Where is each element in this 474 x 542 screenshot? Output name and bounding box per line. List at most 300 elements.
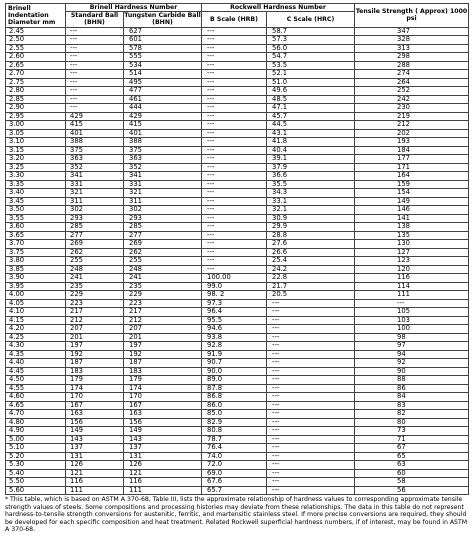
- cell-diameter: 3.60: [6, 223, 66, 232]
- cell-tungsten-ball: 183: [124, 367, 202, 376]
- cell-tungsten-ball: 461: [124, 95, 202, 104]
- cell-c-scale: ---: [267, 384, 355, 393]
- cell-c-scale: 25.4: [267, 257, 355, 266]
- table-row: [6, 469, 469, 478]
- cell-standard-ball: 363: [66, 155, 124, 164]
- cell-tensile: 149: [355, 197, 469, 206]
- cell-tensile: 116: [355, 274, 469, 283]
- cell-tungsten-ball: 163: [124, 410, 202, 419]
- header-tensile-strength: Tensile Strength ( Approx) 1000 psi: [355, 4, 469, 28]
- cell-diameter: 5.30: [6, 461, 66, 470]
- cell-c-scale: 52.1: [267, 70, 355, 79]
- cell-b-scale: ---: [202, 231, 267, 240]
- cell-standard-ball: ---: [66, 104, 124, 113]
- cell-tungsten-ball: 192: [124, 350, 202, 359]
- cell-diameter: 3.35: [6, 180, 66, 189]
- cell-diameter: 3.95: [6, 282, 66, 291]
- cell-tensile: 164: [355, 172, 469, 181]
- cell-tensile: 86: [355, 384, 469, 393]
- cell-tensile: 67: [355, 444, 469, 453]
- table-row: [6, 129, 469, 138]
- cell-tungsten-ball: 363: [124, 155, 202, 164]
- cell-tungsten-ball: 156: [124, 418, 202, 427]
- cell-standard-ball: ---: [66, 70, 124, 79]
- cell-tensile: 114: [355, 282, 469, 291]
- header-brinell-hardness-group: Brinell Hardness Number: [66, 4, 202, 12]
- cell-tensile: 90: [355, 367, 469, 376]
- cell-c-scale: 54.7: [267, 53, 355, 62]
- table-row: [6, 61, 469, 70]
- header-rockwell-hardness-group: Rockwell Hardness Number: [202, 4, 355, 12]
- cell-c-scale: 36.6: [267, 172, 355, 181]
- cell-standard-ball: 255: [66, 257, 124, 266]
- cell-diameter: 4.60: [6, 393, 66, 402]
- cell-c-scale: ---: [267, 393, 355, 402]
- cell-tensile: 159: [355, 180, 469, 189]
- cell-diameter: 4.05: [6, 299, 66, 308]
- cell-standard-ball: 375: [66, 146, 124, 155]
- cell-c-scale: ---: [267, 410, 355, 419]
- cell-diameter: 2.60: [6, 53, 66, 62]
- cell-b-scale: ---: [202, 44, 267, 53]
- cell-standard-ball: 192: [66, 350, 124, 359]
- table-row: [6, 452, 469, 461]
- cell-b-scale: 91.9: [202, 350, 267, 359]
- cell-standard-ball: 149: [66, 427, 124, 436]
- cell-tungsten-ball: 187: [124, 359, 202, 368]
- cell-c-scale: ---: [267, 299, 355, 308]
- table-row: [6, 461, 469, 470]
- table-row: [6, 393, 469, 402]
- cell-diameter: 3.40: [6, 189, 66, 198]
- cell-c-scale: 39.1: [267, 155, 355, 164]
- cell-b-scale: 90.7: [202, 359, 267, 368]
- cell-diameter: 2.50: [6, 36, 66, 45]
- cell-diameter: 5.40: [6, 469, 66, 478]
- cell-c-scale: 30.9: [267, 214, 355, 223]
- cell-tungsten-ball: 627: [124, 27, 202, 36]
- cell-b-scale: ---: [202, 146, 267, 155]
- cell-diameter: 3.70: [6, 240, 66, 249]
- cell-diameter: 4.25: [6, 333, 66, 342]
- cell-diameter: 4.65: [6, 401, 66, 410]
- cell-diameter: 2.75: [6, 78, 66, 87]
- cell-tungsten-ball: 121: [124, 469, 202, 478]
- cell-diameter: 2.95: [6, 112, 66, 121]
- cell-c-scale: 48.5: [267, 95, 355, 104]
- header-standard-ball: Standard Ball (BHN): [66, 12, 124, 27]
- cell-c-scale: ---: [267, 478, 355, 487]
- cell-tungsten-ball: 578: [124, 44, 202, 53]
- table-row: [6, 486, 469, 495]
- cell-standard-ball: 143: [66, 435, 124, 444]
- header-b-scale: B Scale (HRB): [202, 12, 267, 27]
- cell-c-scale: ---: [267, 418, 355, 427]
- cell-tungsten-ball: 170: [124, 393, 202, 402]
- cell-tensile: 63: [355, 461, 469, 470]
- cell-b-scale: ---: [202, 78, 267, 87]
- cell-standard-ball: 388: [66, 138, 124, 147]
- cell-tensile: 328: [355, 36, 469, 45]
- table-row: [6, 53, 469, 62]
- cell-diameter: 2.70: [6, 70, 66, 79]
- cell-c-scale: ---: [267, 461, 355, 470]
- cell-b-scale: ---: [202, 138, 267, 147]
- cell-b-scale: 72.0: [202, 461, 267, 470]
- cell-tungsten-ball: 223: [124, 299, 202, 308]
- cell-diameter: 4.20: [6, 325, 66, 334]
- cell-standard-ball: 201: [66, 333, 124, 342]
- table-row: [6, 231, 469, 240]
- cell-standard-ball: 352: [66, 163, 124, 172]
- cell-tungsten-ball: 311: [124, 197, 202, 206]
- cell-tensile: 202: [355, 129, 469, 138]
- cell-c-scale: ---: [267, 452, 355, 461]
- cell-standard-ball: 187: [66, 359, 124, 368]
- cell-diameter: 3.05: [6, 129, 66, 138]
- table-row: [6, 44, 469, 53]
- cell-standard-ball: 321: [66, 189, 124, 198]
- cell-standard-ball: 223: [66, 299, 124, 308]
- cell-standard-ball: 229: [66, 291, 124, 300]
- table-row: [6, 384, 469, 393]
- cell-standard-ball: 174: [66, 384, 124, 393]
- cell-tensile: 84: [355, 393, 469, 402]
- cell-b-scale: ---: [202, 257, 267, 266]
- cell-c-scale: ---: [267, 333, 355, 342]
- cell-b-scale: ---: [202, 172, 267, 181]
- cell-b-scale: ---: [202, 70, 267, 79]
- cell-tungsten-ball: 131: [124, 452, 202, 461]
- cell-tensile: 83: [355, 401, 469, 410]
- cell-c-scale: 27.6: [267, 240, 355, 249]
- cell-tungsten-ball: 255: [124, 257, 202, 266]
- cell-tungsten-ball: 201: [124, 333, 202, 342]
- cell-tungsten-ball: 293: [124, 214, 202, 223]
- cell-diameter: 4.80: [6, 418, 66, 427]
- cell-diameter: 3.75: [6, 248, 66, 257]
- cell-tensile: 313: [355, 44, 469, 53]
- cell-standard-ball: ---: [66, 95, 124, 104]
- cell-tungsten-ball: 137: [124, 444, 202, 453]
- cell-standard-ball: 269: [66, 240, 124, 249]
- cell-standard-ball: 331: [66, 180, 124, 189]
- cell-c-scale: ---: [267, 376, 355, 385]
- table-row: [6, 359, 469, 368]
- cell-tensile: 111: [355, 291, 469, 300]
- footnote: * This table, which is based on ASTM A 370-68, Table III, lists the approximate relationship of hardness values to corresponding approximate tensile strength values of steels. Some compositions and processing histories may deviate from these relationships. The data in this table do not represent hardness-to-tensile strength conversions for austenitic, ferritic, and martensitic stainless steel. If more precise conversions are required, they should be developed for each specific composition and heat treatment. Related Rockwell superficial hardness numbers, if of interest, may be found in ASTM A 370-68.: [5, 496, 468, 534]
- cell-tungsten-ball: 149: [124, 427, 202, 436]
- cell-diameter: 2.45: [6, 27, 66, 36]
- cell-diameter: 2.90: [6, 104, 66, 113]
- cell-c-scale: 56.0: [267, 44, 355, 53]
- cell-tungsten-ball: 388: [124, 138, 202, 147]
- table-row: [6, 87, 469, 96]
- cell-standard-ball: 248: [66, 265, 124, 274]
- cell-tungsten-ball: 415: [124, 121, 202, 130]
- cell-tensile: 288: [355, 61, 469, 70]
- cell-c-scale: 40.4: [267, 146, 355, 155]
- cell-c-scale: 49.6: [267, 87, 355, 96]
- cell-c-scale: 26.6: [267, 248, 355, 257]
- cell-diameter: 2.65: [6, 61, 66, 70]
- cell-tensile: 135: [355, 231, 469, 240]
- cell-b-scale: 69.0: [202, 469, 267, 478]
- cell-tensile: ---: [355, 299, 469, 308]
- cell-standard-ball: 116: [66, 478, 124, 487]
- cell-tungsten-ball: 207: [124, 325, 202, 334]
- cell-c-scale: 58.7: [267, 27, 355, 36]
- cell-b-scale: ---: [202, 53, 267, 62]
- cell-tensile: 97: [355, 342, 469, 351]
- cell-b-scale: ---: [202, 112, 267, 121]
- table-row: [6, 257, 469, 266]
- cell-b-scale: ---: [202, 180, 267, 189]
- cell-standard-ball: 212: [66, 316, 124, 325]
- cell-tungsten-ball: 212: [124, 316, 202, 325]
- cell-tensile: 212: [355, 121, 469, 130]
- cell-standard-ball: 429: [66, 112, 124, 121]
- cell-b-scale: ---: [202, 223, 267, 232]
- cell-b-scale: ---: [202, 214, 267, 223]
- cell-diameter: 3.90: [6, 274, 66, 283]
- table-row: [6, 214, 469, 223]
- document: [5, 3, 468, 534]
- cell-diameter: 4.00: [6, 291, 66, 300]
- cell-tensile: 264: [355, 78, 469, 87]
- cell-tensile: 141: [355, 214, 469, 223]
- cell-b-scale: ---: [202, 240, 267, 249]
- cell-c-scale: 43.1: [267, 129, 355, 138]
- cell-b-scale: ---: [202, 36, 267, 45]
- table-row: [6, 248, 469, 257]
- table-row: [6, 274, 469, 283]
- cell-c-scale: ---: [267, 469, 355, 478]
- cell-b-scale: ---: [202, 197, 267, 206]
- cell-tensile: 347: [355, 27, 469, 36]
- cell-standard-ball: 262: [66, 248, 124, 257]
- cell-standard-ball: 302: [66, 206, 124, 215]
- cell-tungsten-ball: 601: [124, 36, 202, 45]
- cell-b-scale: 86.8: [202, 393, 267, 402]
- cell-c-scale: ---: [267, 342, 355, 351]
- cell-tensile: 298: [355, 53, 469, 62]
- cell-tensile: 80: [355, 418, 469, 427]
- table-row: [6, 401, 469, 410]
- header-c-scale: C Scale (HRC): [267, 12, 355, 27]
- table-row: [6, 325, 469, 334]
- cell-tensile: 94: [355, 350, 469, 359]
- cell-b-scale: 96.4: [202, 308, 267, 317]
- cell-b-scale: 93.8: [202, 333, 267, 342]
- table-row: [6, 427, 469, 436]
- cell-diameter: 3.20: [6, 155, 66, 164]
- table-row: [6, 138, 469, 147]
- cell-b-scale: 80.8: [202, 427, 267, 436]
- cell-c-scale: ---: [267, 359, 355, 368]
- cell-b-scale: ---: [202, 248, 267, 257]
- cell-b-scale: 100.00: [202, 274, 267, 283]
- cell-c-scale: ---: [267, 444, 355, 453]
- cell-b-scale: 90.0: [202, 367, 267, 376]
- cell-tungsten-ball: 321: [124, 189, 202, 198]
- cell-tensile: 123: [355, 257, 469, 266]
- cell-tungsten-ball: 375: [124, 146, 202, 155]
- cell-tensile: 60: [355, 469, 469, 478]
- cell-c-scale: 53.5: [267, 61, 355, 70]
- cell-b-scale: 74.0: [202, 452, 267, 461]
- cell-diameter: 3.50: [6, 206, 66, 215]
- cell-b-scale: ---: [202, 206, 267, 215]
- cell-c-scale: ---: [267, 486, 355, 495]
- cell-diameter: 3.65: [6, 231, 66, 240]
- cell-c-scale: 47.1: [267, 104, 355, 113]
- table-row: [6, 418, 469, 427]
- cell-tensile: 219: [355, 112, 469, 121]
- cell-b-scale: ---: [202, 163, 267, 172]
- cell-b-scale: 97.3: [202, 299, 267, 308]
- cell-c-scale: 37.9: [267, 163, 355, 172]
- cell-tungsten-ball: 126: [124, 461, 202, 470]
- table-row: [6, 350, 469, 359]
- cell-tensile: 230: [355, 104, 469, 113]
- cell-c-scale: ---: [267, 401, 355, 410]
- cell-tungsten-ball: 229: [124, 291, 202, 300]
- cell-tungsten-ball: 167: [124, 401, 202, 410]
- cell-standard-ball: 156: [66, 418, 124, 427]
- cell-tungsten-ball: 235: [124, 282, 202, 291]
- hardness-conversion-table: [5, 3, 469, 495]
- cell-standard-ball: 277: [66, 231, 124, 240]
- cell-tungsten-ball: 248: [124, 265, 202, 274]
- cell-c-scale: 51.0: [267, 78, 355, 87]
- table-row: [6, 308, 469, 317]
- cell-diameter: 5.50: [6, 478, 66, 487]
- table-row: [6, 146, 469, 155]
- cell-diameter: 4.10: [6, 308, 66, 317]
- table-row: [6, 240, 469, 249]
- cell-tensile: 82: [355, 410, 469, 419]
- cell-b-scale: ---: [202, 61, 267, 70]
- cell-b-scale: ---: [202, 87, 267, 96]
- cell-tensile: 92: [355, 359, 469, 368]
- cell-tensile: 127: [355, 248, 469, 257]
- cell-tensile: 171: [355, 163, 469, 172]
- cell-b-scale: ---: [202, 104, 267, 113]
- cell-diameter: 3.10: [6, 138, 66, 147]
- cell-tungsten-ball: 495: [124, 78, 202, 87]
- cell-c-scale: 33.1: [267, 197, 355, 206]
- cell-standard-ball: 217: [66, 308, 124, 317]
- cell-c-scale: ---: [267, 435, 355, 444]
- cell-b-scale: 99.0: [202, 282, 267, 291]
- cell-tensile: 103: [355, 316, 469, 325]
- cell-standard-ball: 341: [66, 172, 124, 181]
- cell-standard-ball: ---: [66, 87, 124, 96]
- cell-diameter: 4.45: [6, 367, 66, 376]
- cell-diameter: 4.55: [6, 384, 66, 393]
- table-row: [6, 155, 469, 164]
- cell-tensile: 58: [355, 478, 469, 487]
- cell-c-scale: 57.3: [267, 36, 355, 45]
- cell-b-scale: 86.0: [202, 401, 267, 410]
- cell-diameter: 5.10: [6, 444, 66, 453]
- table-header: [6, 4, 469, 28]
- cell-b-scale: 67.6: [202, 478, 267, 487]
- table-body: [6, 27, 469, 495]
- table-row: [6, 206, 469, 215]
- cell-diameter: 5.60: [6, 486, 66, 495]
- cell-tensile: 138: [355, 223, 469, 232]
- table-row: [6, 367, 469, 376]
- cell-tensile: 65: [355, 452, 469, 461]
- cell-diameter: 5.00: [6, 435, 66, 444]
- cell-c-scale: 28.8: [267, 231, 355, 240]
- cell-diameter: 4.40: [6, 359, 66, 368]
- cell-tungsten-ball: 241: [124, 274, 202, 283]
- cell-c-scale: ---: [267, 316, 355, 325]
- cell-c-scale: 44.5: [267, 121, 355, 130]
- cell-tungsten-ball: 262: [124, 248, 202, 257]
- cell-tungsten-ball: 269: [124, 240, 202, 249]
- cell-b-scale: 95.5: [202, 316, 267, 325]
- cell-tungsten-ball: 116: [124, 478, 202, 487]
- cell-diameter: 2.80: [6, 87, 66, 96]
- table-row: [6, 333, 469, 342]
- cell-diameter: 3.00: [6, 121, 66, 130]
- cell-diameter: 2.85: [6, 95, 66, 104]
- cell-b-scale: 76.4: [202, 444, 267, 453]
- cell-b-scale: 89.0: [202, 376, 267, 385]
- header-tungsten-carbide-ball: Tungsten Carbide Ball (BHN): [124, 12, 201, 27]
- table-row: [6, 78, 469, 87]
- cell-standard-ball: 197: [66, 342, 124, 351]
- cell-tensile: 184: [355, 146, 469, 155]
- header-brinell-diameter: Brinell Indentation Diameter mm: [6, 4, 66, 28]
- cell-c-scale: 34.3: [267, 189, 355, 198]
- table-row: [6, 342, 469, 351]
- cell-standard-ball: 311: [66, 197, 124, 206]
- cell-diameter: 5.20: [6, 452, 66, 461]
- cell-standard-ball: ---: [66, 27, 124, 36]
- cell-c-scale: 41.8: [267, 138, 355, 147]
- cell-c-scale: 22.8: [267, 274, 355, 283]
- cell-b-scale: 92.8: [202, 342, 267, 351]
- cell-standard-ball: 170: [66, 393, 124, 402]
- cell-tensile: 252: [355, 87, 469, 96]
- cell-tensile: 274: [355, 70, 469, 79]
- cell-tensile: 71: [355, 435, 469, 444]
- cell-tungsten-ball: 179: [124, 376, 202, 385]
- cell-tungsten-ball: 285: [124, 223, 202, 232]
- cell-c-scale: 45.7: [267, 112, 355, 121]
- cell-b-scale: 85.0: [202, 410, 267, 419]
- cell-c-scale: 29.9: [267, 223, 355, 232]
- cell-tungsten-ball: 477: [124, 87, 202, 96]
- cell-standard-ball: 167: [66, 401, 124, 410]
- cell-standard-ball: 179: [66, 376, 124, 385]
- cell-tungsten-ball: 197: [124, 342, 202, 351]
- table-row: [6, 478, 469, 487]
- cell-b-scale: ---: [202, 95, 267, 104]
- cell-standard-ball: 111: [66, 486, 124, 495]
- table-row: [6, 299, 469, 308]
- table-row: [6, 172, 469, 181]
- table-row: [6, 163, 469, 172]
- cell-tungsten-ball: 331: [124, 180, 202, 189]
- cell-c-scale: ---: [267, 427, 355, 436]
- cell-tungsten-ball: 429: [124, 112, 202, 121]
